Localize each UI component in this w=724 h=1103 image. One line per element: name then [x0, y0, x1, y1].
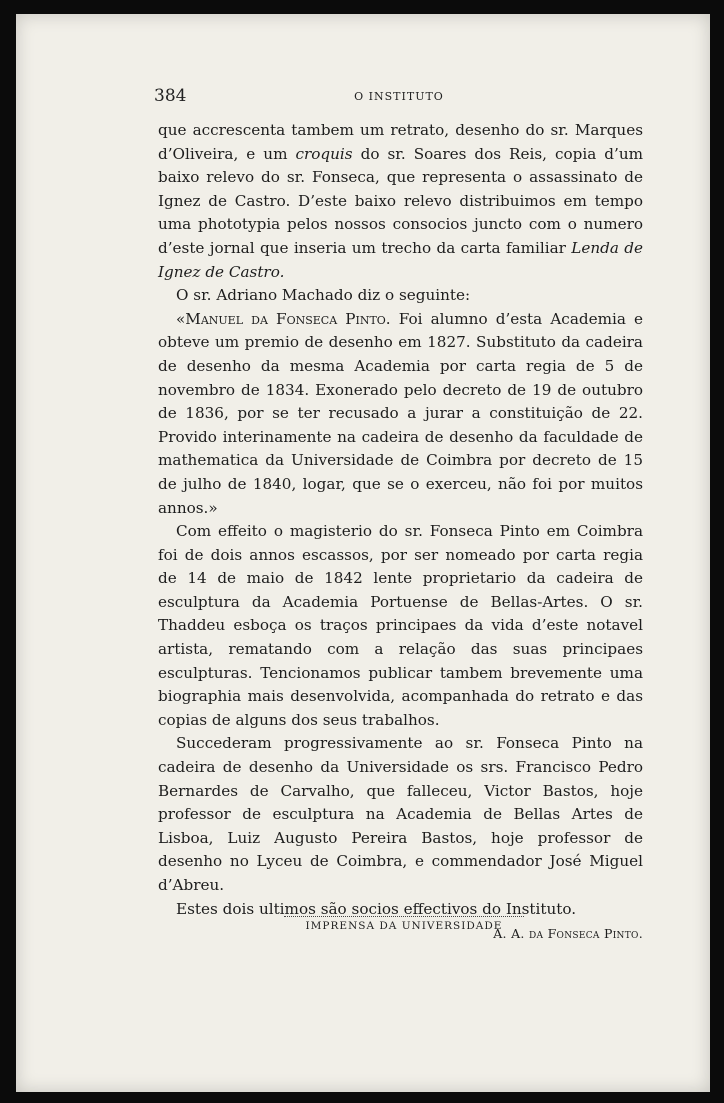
signature: A. A. da Fonseca Pinto.: [493, 926, 643, 942]
paragraph-2: O sr. Adriano Machado diz o seguinte:: [176, 286, 471, 305]
italic-croquis: croquis: [295, 144, 353, 163]
footer-rule: [284, 916, 524, 917]
paragraph-4: Com effeito o magisterio do sr. Fonseca Pinto em Coimbra foi de dois annos escassos, por ser nomeado por carta regia de 14 de maio de 1842 lente proprietario da cadeira de esculptura da Academia Portuense de Bellas-Artes. O sr. Thaddeu esboça os traços principaes da vida d’este notavel artista, rematando com a relação das suas principaes esculpturas. Tencionamos publicar tambem brevemente uma biographia mais desenvolvida, acompanhada do retrato e das copias de alguns dos seus trabalhos.: [158, 522, 643, 729]
italic-title: Lenda de Ignez de Castro.: [158, 238, 644, 281]
paragraph-3: [158, 308, 643, 520]
page-header: [154, 86, 644, 110]
paragraph-1-text-a: que accrescenta tambem um retrato, desenho do sr. Marques d’Oliveira, e um: [158, 121, 643, 163]
quote-open: «: [176, 309, 186, 328]
imprint: IMPRENSA DA UNIVERSIDADE: [305, 920, 503, 932]
body-text: [158, 119, 643, 945]
paragraph-6: Estes dois ultimos são socios effectivos do Instituto.: [176, 899, 577, 918]
running-title: O INSTITUTO: [354, 90, 444, 103]
paragraph-1-text-b: do sr. Soares dos Reis, copia d’um baixo relevo do sr. Fonseca, que representa o assassinato de Ignez de Castro. D’este baixo relevo distribuimos em tempo uma phototypia pelos nossos consocios juncto com o numero d’este jornal que inseria um trecho da carta familiar: [158, 144, 644, 257]
book-page: [16, 14, 710, 1092]
page-number: 384: [154, 86, 187, 106]
paragraph-1: [158, 119, 643, 284]
paragraph-5: Succederam progressivamente ao sr. Fonseca Pinto na cadeira de desenho da Universidade os srs. Francisco Pedro Bernardes de Carvalho, que falleceu, Victor Bastos, hoje professor de esculptura na Academia de Bellas Artes de Lisboa, Luiz Augusto Pereira Bastos, hoje professor de desenho no Lyceu de Coimbra, e commendador José Miguel d’Abreu.: [158, 734, 643, 894]
paragraph-3-text: Foi alumno d’esta Academia e obteve um premio de desenho em 1827. Substituto da cadeira de desenho da mesma Academia por carta regia de 5 de novembro de 1834. Exonerado pelo decreto de 19 de outubro de 1836, por se ter recusado a jurar a constituição de 22. Provido interinamente na cadeira de desenho da faculdade de mathematica da Universidade de Coimbra por decreto de 15 de julho de 1840, logar, que se o exerceu, não foi por muitos annos.»: [158, 309, 644, 517]
quoted-name: Manuel da Fonseca Pinto.: [185, 309, 391, 328]
